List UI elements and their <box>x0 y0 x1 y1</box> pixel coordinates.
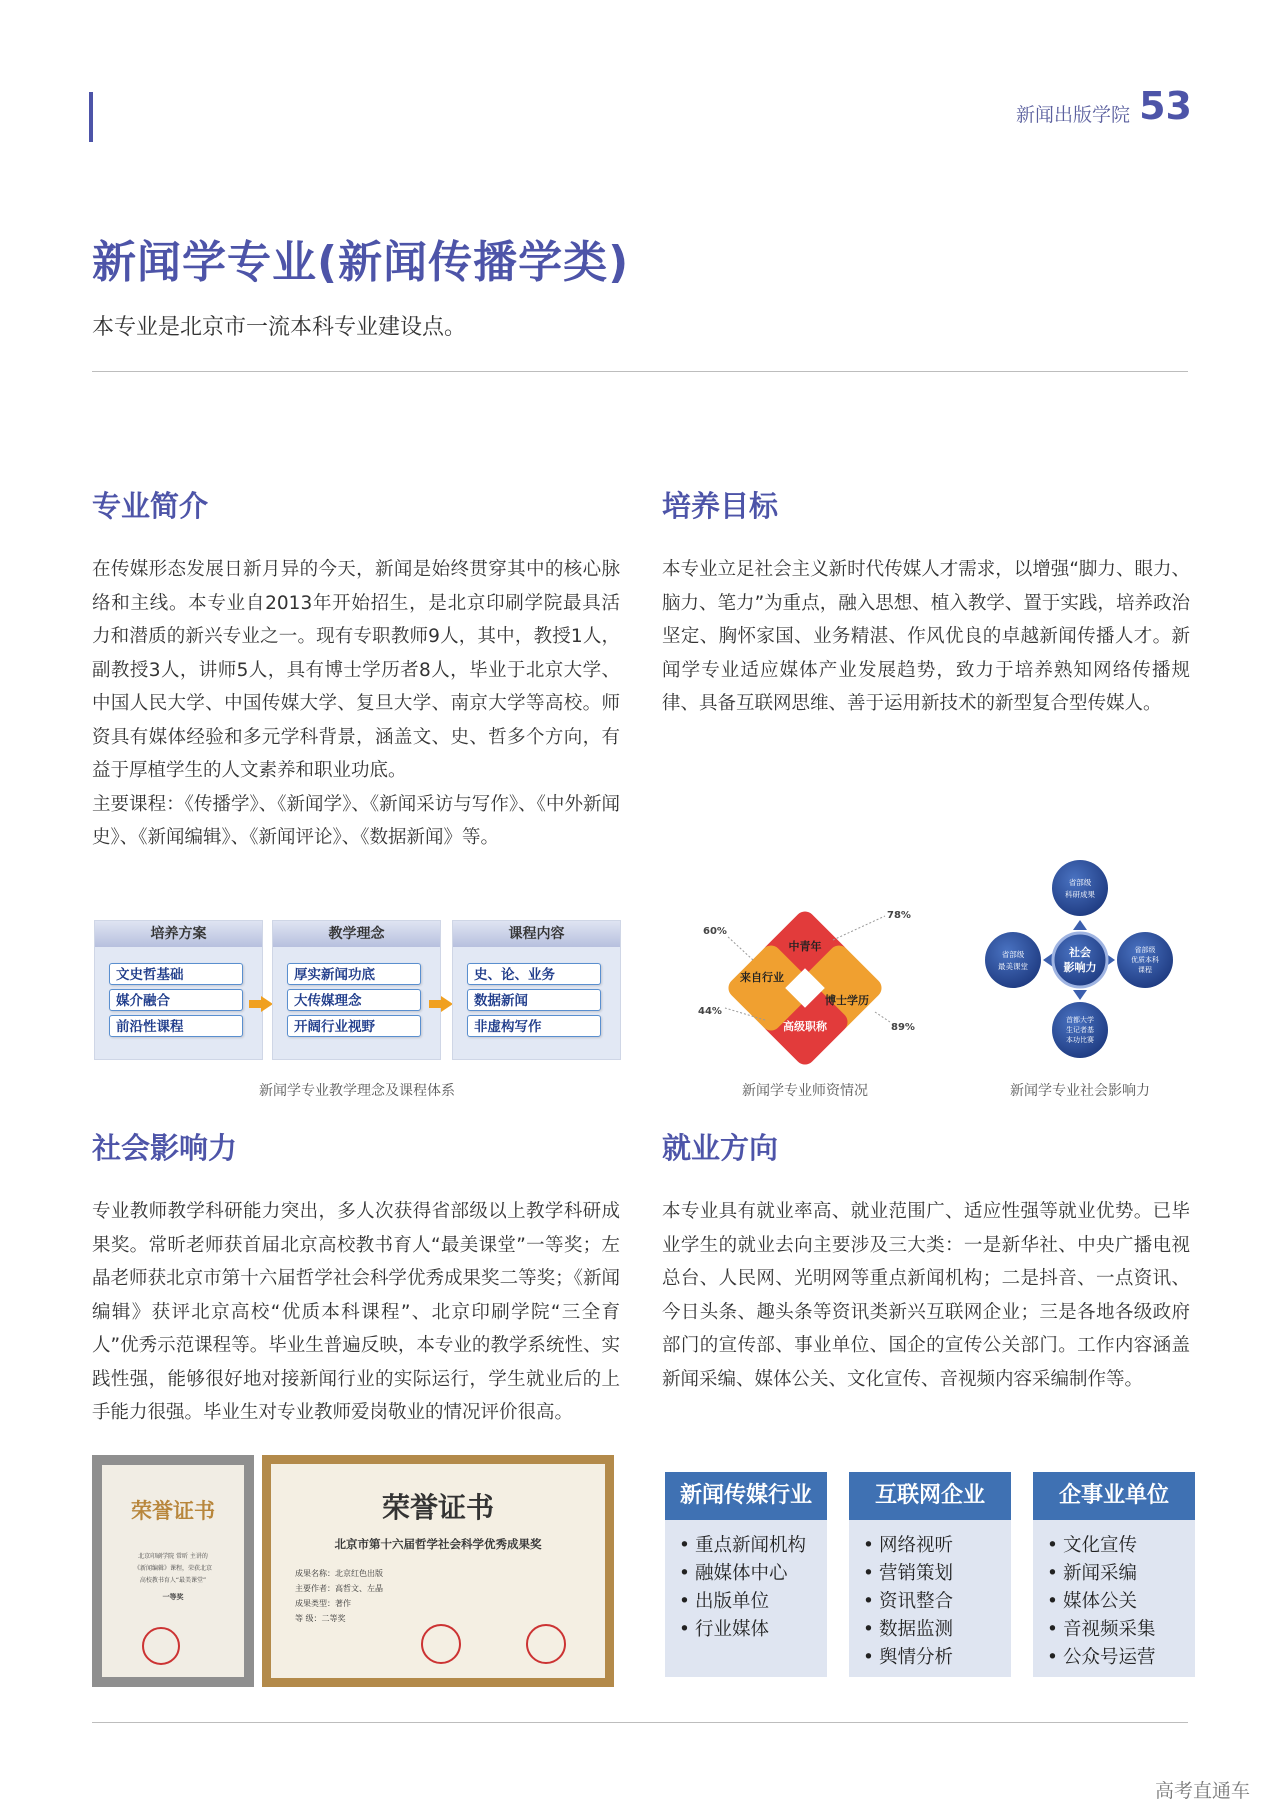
faculty-label-young: 中青年 <box>788 940 822 953</box>
certificate-left-paper <box>102 1465 244 1677</box>
certificate-left-title: 荣誉证书 <box>131 1498 215 1523</box>
faculty-percent-young: 78% <box>887 910 911 921</box>
curriculum-column-content <box>452 920 621 1060</box>
influence-node-text: 生记者基 <box>1066 1026 1094 1034</box>
curriculum-item: 数据新闻 <box>467 989 601 1011</box>
employment-item: • 资讯整合 <box>879 1588 1011 1616</box>
employment-item: • 数据监测 <box>879 1616 1011 1644</box>
influence-node-text: 科研成果 <box>1065 890 1095 899</box>
certificate-photo-left <box>92 1455 254 1687</box>
curriculum-item: 史、论、业务 <box>467 963 601 985</box>
curriculum-item: 非虚构写作 <box>467 1015 601 1037</box>
leader-line <box>833 916 885 940</box>
influence-caption: 新闻学专业社会影响力 <box>1010 1083 1150 1099</box>
certificate-right-line: 成果类型：著作 <box>295 1599 351 1608</box>
certificate-right-title: 荣誉证书 <box>381 1491 494 1524</box>
influence-node-text: 优质本科 <box>1131 956 1159 964</box>
employment-item: • 音视频采集 <box>1063 1616 1195 1644</box>
employment-box-head: 企事业单位 <box>1033 1472 1195 1520</box>
curriculum-column-plan <box>94 920 263 1060</box>
faculty-percent-industry: 60% <box>703 926 727 937</box>
page-subtitle: 本专业是北京市一流本科专业建设点。 <box>92 315 467 340</box>
certificate-left-line: 北京印刷学院 常昕 主讲的 <box>138 1553 208 1560</box>
employment-item: • 融媒体中心 <box>695 1560 827 1588</box>
section-heading-influence: 社会影响力 <box>92 1131 238 1165</box>
influence-node-text: 省部级 <box>1068 878 1092 887</box>
curriculum-item: 大传媒理念 <box>287 989 421 1011</box>
footer-brand: 高考直通车 <box>1154 1780 1250 1802</box>
faculty-caption: 新闻学专业师资情况 <box>742 1083 868 1099</box>
curriculum-caption: 新闻学专业教学理念及课程体系 <box>259 1083 455 1099</box>
seal-icon <box>142 1627 180 1665</box>
influence-center-line: 社会 <box>1069 946 1091 959</box>
section-heading-intro: 专业简介 <box>92 489 209 523</box>
influence-node-text: 本功比赛 <box>1066 1036 1094 1044</box>
certificate-right-line: 等 级：二等奖 <box>295 1614 346 1623</box>
certificate-left-line: 《新闻编辑》课程，荣获北京 <box>133 1565 212 1572</box>
career-text <box>662 1195 1190 1396</box>
employment-item: • 网络视听 <box>879 1532 1011 1560</box>
career-paragraph: 本专业具有就业率高、就业范围广、适应性强等就业优势。已毕业学生的就业去向主要涉及三大类：一是新华社、中央广播电视总台、人民网、光明网等重点新闻机构；二是抖音、一点资讯、今日头条、趣头条等资讯类新兴互联网企业；三是各地各级政府部门的宣传部、事业单位、国企的宣传公关部门。工作内容涵盖新闻采编、媒体公关、文化宣传、音视频内容采编制作等。 <box>662 1201 1190 1390</box>
influence-node-top <box>1052 860 1108 916</box>
certificate-left-body <box>112 1551 234 1603</box>
influence-node-text: 课程 <box>1138 966 1152 974</box>
seal-icon <box>421 1624 461 1664</box>
intro-text <box>92 553 620 855</box>
curriculum-column-head: 教学理念 <box>273 921 440 947</box>
curriculum-column-head: 培养方案 <box>95 921 262 947</box>
goal-text <box>662 553 1190 721</box>
certificate-left-line: 高校教书育人“最美课堂” <box>139 1577 207 1584</box>
employment-item: • 行业媒体 <box>695 1616 827 1644</box>
divider-bottom <box>92 1722 1188 1723</box>
influence-paragraph: 专业教师教学科研能力突出，多人次获得省部级以上教学科研成果奖。常昕老师获首届北京高校教书育人“最美课堂”一等奖；左晶老师获北京市第十六届哲学社会科学优秀成果奖二等奖；《新闻编辑》获评北京高校“优质本科课程”、北京印刷学院“三全育人”优秀示范课程等。毕业生普遍反映，本专业的教学系统性、实践性强，能够很好地对接新闻行业的实际运行，学生就业后的上手能力很强。毕业生对专业教师爱岗敬业的情况评价很高。 <box>92 1201 620 1423</box>
influence-diagram <box>975 858 1185 1063</box>
employment-box-media <box>665 1472 827 1677</box>
influence-center <box>1053 933 1107 987</box>
section-heading-career: 就业方向 <box>662 1131 779 1165</box>
faculty-label-phd: 博士学历 <box>825 994 869 1007</box>
influence-node-text: 首都大学 <box>1066 1016 1094 1024</box>
influence-node-left <box>985 932 1041 988</box>
seal-icon <box>526 1624 566 1664</box>
faculty-diagram <box>665 900 945 1075</box>
leader-line <box>727 936 753 960</box>
curriculum-diagram <box>94 920 620 1058</box>
curriculum-column-philosophy <box>272 920 441 1060</box>
curriculum-item: 开阔行业视野 <box>287 1015 421 1037</box>
faculty-percent-phd: 89% <box>891 1022 915 1033</box>
curriculum-item: 厚实新闻功底 <box>287 963 421 985</box>
influence-text <box>92 1195 620 1430</box>
page-title: 新闻学专业(新闻传播学类) <box>92 237 630 288</box>
arrow-up-icon <box>1073 920 1087 930</box>
faculty-label-industry: 来自行业 <box>740 971 784 984</box>
certificate-photo-right <box>262 1455 614 1687</box>
certificate-right-line: 成果名称：北京红色出版 <box>295 1569 383 1578</box>
intro-paragraph-courses: 主要课程：《传播学》、《新闻学》、《新闻采访与写作》、《中外新闻史》、《新闻编辑》、《新闻评论》、《数据新闻》等。 <box>92 793 620 848</box>
divider-top <box>92 371 1188 372</box>
certificate-left-line: 一等奖 <box>162 1593 184 1601</box>
influence-node-text: 省部级 <box>1134 946 1156 954</box>
employment-item: • 营销策划 <box>879 1560 1011 1588</box>
faculty-percent-senior: 44% <box>698 1006 722 1017</box>
curriculum-item: 前沿性课程 <box>109 1015 243 1037</box>
employment-item: • 出版单位 <box>695 1588 827 1616</box>
employment-item: • 媒体公关 <box>1063 1588 1195 1616</box>
influence-node-text: 省部级 <box>1001 950 1025 959</box>
employment-item: • 新闻采编 <box>1063 1560 1195 1588</box>
curriculum-item: 文史哲基础 <box>109 963 243 985</box>
employment-box-head: 新闻传媒行业 <box>665 1472 827 1520</box>
arrow-down-icon <box>1073 990 1087 1000</box>
certificate-right-subtitle: 北京市第十六届哲学社会科学优秀成果奖 <box>334 1537 542 1551</box>
certificate-right-line: 主要作者：高哲文、左晶 <box>295 1584 383 1593</box>
goal-paragraph: 本专业立足社会主义新时代传媒人才需求，以增强“脚力、眼力、脑力、笔力”为重点，融入思想、植入教学、置于实践，培养政治坚定、胸怀家国、业务精湛、作风优良的卓越新闻传播人才。新闻学专业适应媒体产业发展趋势，致力于培养熟知网络传播规律、具备互联网思维、善于运用新技术的新型复合型传媒人。 <box>662 559 1190 714</box>
influence-node-text: 最美课堂 <box>998 962 1028 971</box>
employment-item: • 重点新闻机构 <box>695 1532 827 1560</box>
employment-item: • 文化宣传 <box>1063 1532 1195 1560</box>
leader-line <box>875 1012 890 1022</box>
certificate-right-body <box>295 1566 605 1626</box>
header-accent-bar <box>89 92 93 142</box>
employment-box-internet <box>849 1472 1011 1677</box>
employment-item: • 舆情分析 <box>879 1644 1011 1672</box>
intro-paragraph-1: 在传媒形态发展日新月异的今天，新闻是始终贯穿其中的核心脉络和主线。本专业自2013年开始招生，是北京印刷学院最具活力和潜质的新兴专业之一。现有专职教师9人，其中，教授1人，副教授3人，讲师5人，具有博士学历者8人，毕业于北京大学、中国人民大学、中国传媒大学、复旦大学、南京大学等高校。师资具有媒体经验和多元学科背景，涵盖文、史、哲多个方向，有益于厚植学生的人文素养和职业功底。 <box>92 559 620 781</box>
curriculum-item: 媒介融合 <box>109 989 243 1011</box>
page-number: 53 <box>1139 84 1192 128</box>
employment-item: • 公众号运营 <box>1063 1644 1195 1672</box>
header-school-name: 新闻出版学院 <box>1015 104 1130 126</box>
employment-box-head: 互联网企业 <box>849 1472 1011 1520</box>
influence-center-line: 影响力 <box>1063 961 1097 974</box>
curriculum-column-head: 课程内容 <box>453 921 620 947</box>
section-heading-goal: 培养目标 <box>662 489 779 523</box>
certificate-right-paper <box>271 1464 605 1678</box>
faculty-label-senior: 高级职称 <box>783 1020 827 1033</box>
employment-box-enterprise <box>1033 1472 1195 1677</box>
